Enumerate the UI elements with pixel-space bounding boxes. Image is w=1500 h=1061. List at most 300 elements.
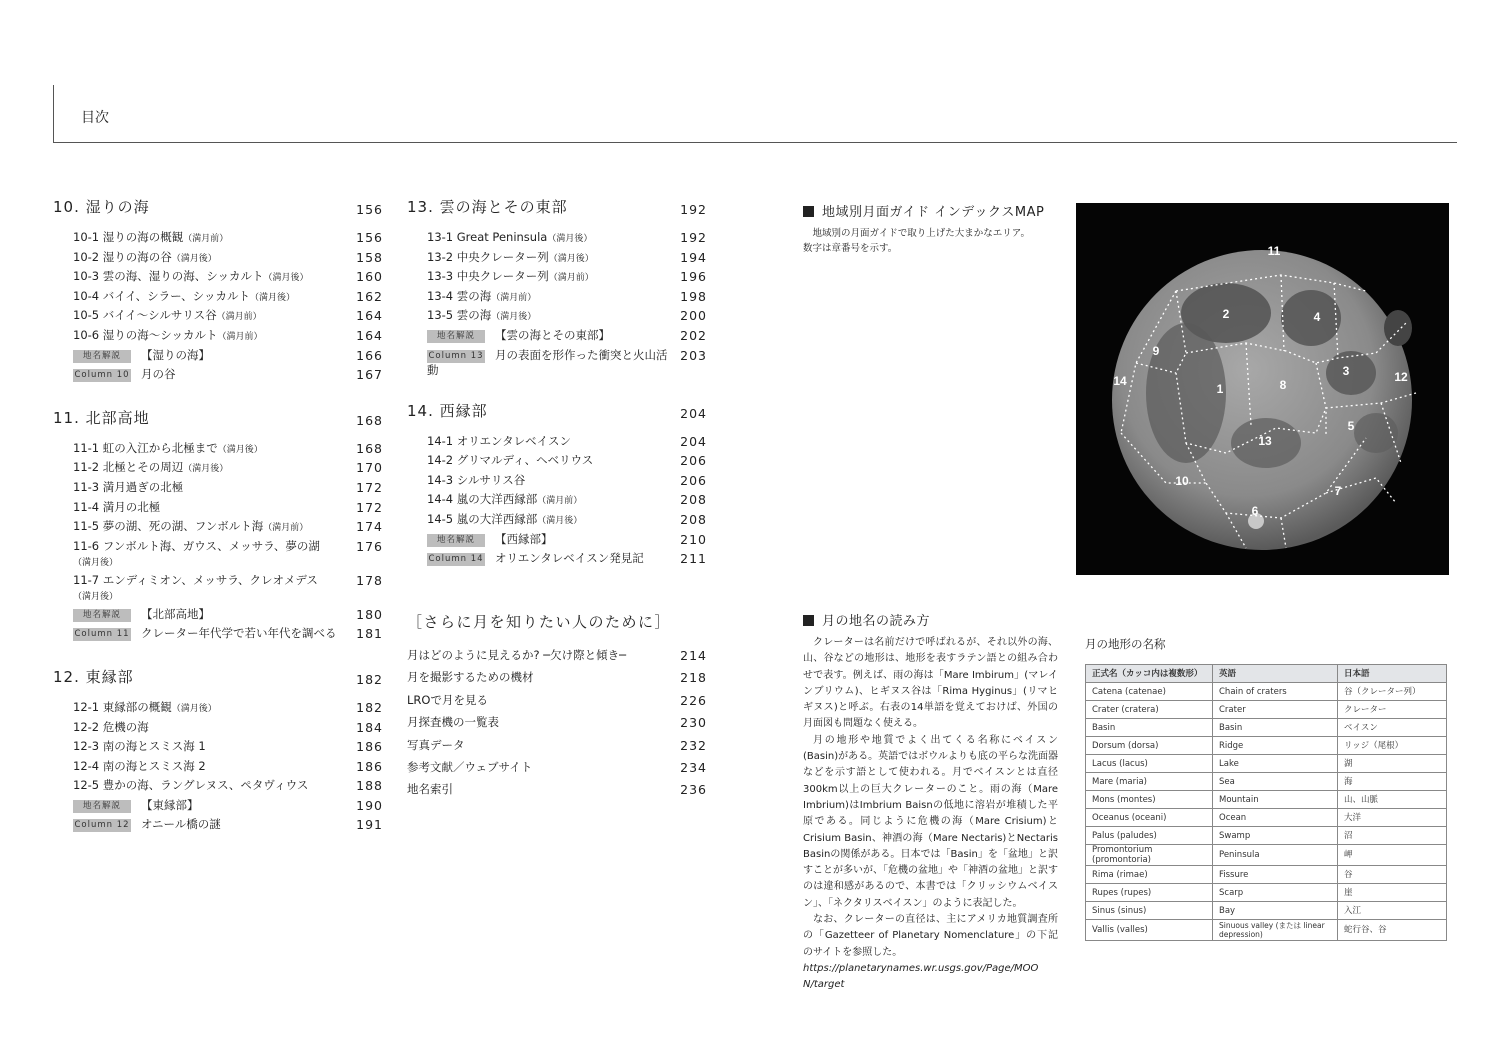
entry-page-number: 164 (356, 327, 383, 343)
entry-page-number: 211 (680, 551, 707, 567)
table-row (1086, 827, 1447, 845)
entry-note: （満月前） (537, 496, 583, 507)
toc-entry[interactable] (407, 248, 707, 268)
entry-page-number: 158 (356, 249, 383, 265)
table-cell: Ridge (1213, 737, 1338, 755)
toc-entry[interactable] (407, 451, 707, 471)
further-reading-entry[interactable] (407, 691, 707, 713)
chapter-page-number: 192 (680, 202, 707, 217)
entry-page-number: 210 (680, 531, 707, 547)
entry-title: 【湿りの海】 (141, 347, 210, 362)
entry-page-number: 186 (356, 739, 383, 755)
entry-note: （満月後） (171, 253, 217, 264)
entry-title-wrap (53, 228, 356, 247)
toc-entry[interactable] (53, 815, 383, 835)
entry-title-wrap (407, 432, 680, 449)
entry-title: 月の谷 (141, 367, 176, 382)
entry-title: 12-5 豊かの海、ラングレヌス、ペタヴィウス (73, 778, 309, 793)
mare-tranquillitatis (1326, 351, 1376, 395)
region-number-label: 3 (1342, 364, 1350, 378)
table-cell: Catena (catenae) (1086, 683, 1213, 701)
table-cell: 谷 (1338, 866, 1447, 884)
entry-note: （満月後） (491, 312, 537, 323)
entry-title: 10-2 湿りの海の谷 (73, 249, 172, 264)
toc-entry[interactable] (53, 439, 383, 459)
entry-title: 10-3 雲の海、湿りの海、シッカルト (73, 269, 264, 284)
entry-tag-label: 地名解説 (73, 350, 131, 363)
region-number-label: 8 (1279, 378, 1287, 392)
entry-tag-label: 地名解説 (73, 800, 131, 813)
entry-page-number: 182 (356, 699, 383, 715)
chapter-page-number: 168 (356, 412, 383, 428)
reading-section-title: 月の地名の読み方 (822, 614, 931, 629)
further-reading-entry[interactable] (407, 713, 707, 735)
entry-title-wrap (53, 815, 356, 832)
entry-title: 10-6 湿りの海〜シッカルト (73, 327, 218, 342)
entry-tag-label: Column 11 (74, 629, 130, 640)
entry-page-number: 164 (356, 308, 383, 324)
entry-note: （満月前） (217, 331, 263, 342)
toc-chapter-heading[interactable] (53, 196, 383, 222)
entry-title-wrap (53, 757, 356, 774)
table-row (1086, 755, 1447, 773)
region-number-label: 4 (1313, 310, 1321, 324)
entry-page-number: 196 (680, 269, 707, 285)
table-row (1086, 809, 1447, 827)
table-header: 日本語 (1338, 665, 1447, 683)
place-name-reading-section (803, 610, 1063, 994)
usgs-url-link[interactable]: https://planetarynames.wr.usgs.gov/Page/MOON/target (803, 962, 1039, 991)
entry-title-wrap (53, 248, 356, 267)
toc-entry[interactable] (407, 228, 707, 248)
index-map-section (803, 201, 1063, 256)
terms-table-title: 月の地形の名称 (1085, 637, 1166, 651)
entry-page-number: 168 (356, 440, 383, 456)
table-cell: Scarp (1213, 884, 1338, 902)
entry-title-wrap (53, 498, 356, 515)
toc-entry[interactable] (53, 478, 383, 498)
table-cell: 崖 (1338, 884, 1447, 902)
region-number-label: 13 (1258, 434, 1272, 448)
entry-title: 14-3 シルサリス谷 (427, 472, 526, 487)
chapter-title: 10. 湿りの海 (53, 198, 150, 216)
entry-title: 10-4 バイイ、シラー、シッカルト (73, 288, 250, 303)
table-cell: Chain of craters (1213, 683, 1338, 701)
table-cell: 湖 (1338, 755, 1447, 773)
entry-page-number: 156 (356, 230, 383, 245)
entry-page-number: 232 (680, 737, 707, 753)
entry-title: クレーター年代学で若い年代を調べる (141, 626, 337, 641)
chapter-title: 14. 西縁部 (407, 401, 488, 420)
toc-entry[interactable] (53, 248, 383, 268)
table-cell: Lacus (lacus) (1086, 755, 1213, 773)
entry-title-wrap (407, 248, 680, 267)
region-number-label: 2 (1222, 307, 1230, 321)
table-header: 正式名（カッコ内は複数形） (1086, 665, 1213, 683)
square-bullet-icon (803, 615, 814, 626)
table-cell: 沼 (1338, 827, 1447, 845)
toc-entry[interactable] (407, 326, 707, 346)
further-reading-entry[interactable] (407, 668, 707, 690)
entry-title: 14-2 グリマルディ、ヘベリウス (427, 453, 594, 468)
table-cell: Bay (1213, 902, 1338, 920)
table-cell: 山、山脈 (1338, 791, 1447, 809)
toc-entry[interactable] (53, 698, 383, 718)
table-cell: Sinus (sinus) (1086, 902, 1213, 920)
toc-entry[interactable] (53, 228, 383, 248)
entry-tag-label: Column 12 (74, 820, 130, 831)
entry-title-wrap (407, 490, 680, 509)
entry-title-wrap (53, 365, 356, 382)
entry-title: 11-7 エンディミオン、メッサラ、クレオメデス (73, 572, 318, 587)
toc-entry[interactable] (53, 737, 383, 757)
toc-chapter-heading[interactable] (53, 666, 383, 692)
entry-title-wrap (407, 549, 680, 566)
square-bullet-icon (803, 206, 814, 217)
mare-serenitatis (1281, 290, 1341, 346)
entry-tag-label: Column 13 (428, 350, 484, 361)
table-cell: 入江 (1338, 902, 1447, 920)
toc-entry[interactable] (407, 346, 707, 378)
entry-tag-label: Column 14 (428, 554, 484, 565)
entry-title: 14-1 オリエンタレベイスン (427, 433, 571, 448)
table-row (1086, 701, 1447, 719)
entry-note: （満月後） (171, 703, 217, 714)
entry-page-number: 192 (680, 230, 707, 245)
entry-title: 12-2 危機の海 (73, 719, 149, 734)
entry-title-wrap (407, 306, 680, 325)
entry-title-wrap (53, 605, 356, 622)
entry-page-number: 166 (356, 347, 383, 363)
terms-table (1085, 664, 1447, 941)
toc-chapter-heading[interactable] (407, 196, 707, 222)
entry-title: 11-6 フンボルト海、ガウス、メッサラ、夢の湖 (73, 538, 320, 553)
entry-page-number: 234 (680, 759, 707, 775)
toc-entry[interactable] (53, 796, 383, 816)
entry-title: 13-1 Great Peninsula (427, 230, 548, 244)
entry-title: 11-4 満月の北極 (73, 499, 161, 514)
entry-title-wrap (407, 346, 680, 378)
further-reading-title: ［さらに月を知りたい人のために］ (407, 613, 672, 631)
entry-page-number: 191 (356, 817, 383, 833)
entry-note: （満月後） (547, 234, 593, 244)
entry-page-number: 186 (356, 758, 383, 774)
entry-tag-label: 地名解説 (427, 330, 485, 343)
table-cell: Crater (cratera) (1086, 701, 1213, 719)
further-reading-entry[interactable] (407, 736, 707, 758)
moon-index-map (1076, 203, 1449, 575)
table-cell: Sea (1213, 773, 1338, 791)
entry-title-wrap (53, 698, 356, 717)
table-cell: Mons (montes) (1086, 791, 1213, 809)
table-cell: 大洋 (1338, 809, 1447, 827)
toc-entry[interactable] (53, 571, 383, 605)
table-cell: Sinuous valley (または linear depression) (1213, 920, 1338, 941)
entry-title: 【北部高地】 (141, 606, 210, 621)
table-row (1086, 884, 1447, 902)
entry-tag-label: 地名解説 (73, 609, 131, 622)
entry-title: 13-4 雲の海 (427, 288, 492, 303)
entry-page-number: 206 (680, 472, 707, 488)
toc-entry[interactable] (53, 537, 383, 571)
toc-chapter-heading[interactable] (407, 400, 707, 426)
entry-title-wrap (407, 287, 680, 306)
entry-page-number: 200 (680, 308, 707, 324)
entry-page-number: 172 (356, 479, 383, 495)
toc-entry[interactable] (407, 471, 707, 491)
chapter-title: 11. 北部高地 (53, 408, 150, 427)
entry-title: 12-1 東縁部の概観 (73, 699, 172, 714)
entry-title: 10-1 湿りの海の概観 (73, 230, 184, 244)
entry-title: 【東縁部】 (141, 797, 199, 812)
region-number-label: 10 (1175, 474, 1189, 488)
entry-note: （満月後） (548, 253, 594, 264)
entry-page-number: 181 (356, 626, 383, 642)
entry-tag-label: 地名解説 (427, 534, 485, 547)
entry-note: （満月後） (73, 557, 119, 568)
reading-paragraph: 月の地形や地質でよく出てくる名称にベイスン(Basin)がある。英語ではボウルよりも底の平らな洗面器などを示す語として使われる。月でベイスンとは直径300km以上の巨大クレーターのこと。雨の海（Mare Imbrium)はImbrium Baisnの低地に溶岩が堆積した平原である。同じように危機の海（Mare Crisium)とCrisium Basin、神酒の海（Mare Nectaris)とNectaris Basinの関係がある。日本では「Basin」を「盆地」と訳すことが多いが、「危機の盆地」や「神酒の盆地」と訳すのは違和感があるので、本書では「クリッシウムベイスン」、「ネクタリスベイスン」のように表記した。 (803, 734, 1058, 909)
table-cell: Ocean (1213, 809, 1338, 827)
toc-entry[interactable] (407, 530, 707, 550)
further-reading-entry[interactable] (407, 780, 707, 802)
toc-entry[interactable] (53, 624, 383, 644)
further-reading-entry[interactable] (407, 646, 707, 668)
toc-chapter-heading[interactable] (53, 407, 383, 433)
region-number-label: 9 (1152, 344, 1160, 358)
map-section-title: 地域別月面ガイド インデックスMAP (822, 205, 1045, 220)
entry-title-wrap (53, 796, 356, 813)
entry-title: 月はどのように見えるか? ─欠け際と傾き─ (407, 648, 627, 662)
table-cell: Vallis (valles) (1086, 920, 1213, 941)
toc-entry[interactable] (53, 287, 383, 307)
entry-title: 写真データ (407, 737, 465, 752)
table-cell: Peninsula (1213, 845, 1338, 866)
reading-paragraph: なお、クレーターの直径は、主にアメリカ地質調査所の「Gazetteer of Planetary Nomenclature」の下記のサイトを参照した。 (803, 914, 1058, 958)
entry-page-number: 208 (680, 511, 707, 527)
toc-chapter-group (53, 407, 383, 644)
entry-page-number: 208 (680, 492, 707, 508)
entry-note: （満月後） (537, 515, 583, 526)
table-cell: Basin (1213, 719, 1338, 737)
entry-title: 13-3 中央クレーター列 (427, 269, 549, 284)
entry-title: 13-5 雲の海 (427, 308, 492, 323)
entry-title-wrap (53, 571, 356, 605)
entry-title-wrap (53, 326, 356, 345)
entry-page-number: 174 (356, 519, 383, 535)
toc-entry[interactable] (407, 490, 707, 510)
entry-note: （満月前） (263, 523, 309, 534)
table-cell: Swamp (1213, 827, 1338, 845)
entry-note: （満月前） (216, 312, 262, 323)
entry-title-wrap (407, 267, 680, 286)
region-number-label: 1 (1216, 382, 1224, 396)
region-number-label: 11 (1267, 244, 1281, 258)
entry-page-number: 170 (356, 460, 383, 476)
entry-title-wrap (53, 478, 356, 495)
region-number-label: 7 (1334, 484, 1342, 498)
entry-title-wrap (53, 458, 356, 477)
terms-table-section (1085, 636, 1447, 941)
entry-page-number: 203 (680, 347, 707, 363)
table-cell: Rupes (rupes) (1086, 884, 1213, 902)
entry-page-number: 190 (356, 797, 383, 813)
entry-title: 10-5 バイイ〜シルサリス谷 (73, 308, 217, 323)
region-number-label: 14 (1113, 374, 1127, 388)
entry-page-number: 160 (356, 269, 383, 285)
chapter-page-number: 156 (356, 202, 383, 217)
entry-page-number: 226 (680, 692, 707, 708)
toc-chapter-group (407, 400, 707, 569)
toc-entry[interactable] (53, 267, 383, 287)
entry-title: 【西縁部】 (495, 531, 553, 546)
toc-entry[interactable] (53, 757, 383, 777)
table-row (1086, 683, 1447, 701)
table-cell: Basin (1086, 719, 1213, 737)
toc-entry[interactable] (53, 776, 383, 796)
toc-entry[interactable] (407, 267, 707, 287)
toc-entry[interactable] (53, 365, 383, 385)
further-reading-entry[interactable] (407, 758, 707, 780)
table-cell: リッジ（尾根） (1338, 737, 1447, 755)
entry-page-number: 180 (356, 606, 383, 622)
chapter-title: 12. 東縁部 (53, 667, 134, 686)
toc-chapter-group (53, 666, 383, 835)
entry-note: （満月後） (183, 464, 229, 475)
table-row (1086, 737, 1447, 755)
toc-header (53, 85, 1457, 143)
further-reading-section (407, 611, 707, 803)
entry-title-wrap (53, 346, 356, 363)
entry-note: （満月後） (73, 591, 119, 602)
region-number-label: 5 (1347, 419, 1355, 433)
chapter-page-number: 204 (680, 405, 707, 421)
entry-title: 13-2 中央クレーター列 (427, 249, 549, 264)
page-title: 目次 (81, 110, 109, 126)
entry-page-number: 218 (680, 670, 707, 686)
entry-note: （満月後） (263, 273, 309, 284)
table-cell: Crater (1213, 701, 1338, 719)
entry-title: 月探査機の一覧表 (407, 715, 499, 730)
entry-title-wrap (407, 228, 680, 247)
entry-title: 14-4 嵐の大洋西縁部 (427, 492, 538, 507)
table-cell: ベイスン (1338, 719, 1447, 737)
entry-page-number: 206 (680, 453, 707, 469)
table-row (1086, 773, 1447, 791)
toc-entry[interactable] (407, 306, 707, 326)
table-row (1086, 845, 1447, 866)
table-cell: 蛇行谷、谷 (1338, 920, 1447, 941)
region-number-label: 12 (1394, 370, 1408, 384)
entry-page-number: 236 (680, 782, 707, 798)
entry-note: （満月前） (491, 292, 537, 303)
entry-page-number: 198 (680, 288, 707, 304)
entry-page-number: 230 (680, 715, 707, 731)
entry-title-wrap (407, 471, 680, 488)
entry-page-number: 214 (680, 648, 707, 663)
chapter-title: 13. 雲の海とその東部 (407, 198, 568, 216)
entry-title-wrap (53, 776, 356, 793)
table-row (1086, 920, 1447, 941)
entry-title: 月を撮影するための機材 (407, 670, 534, 685)
toc-entry[interactable] (407, 510, 707, 530)
entry-note: （満月後） (249, 292, 295, 303)
entry-page-number: 167 (356, 367, 383, 383)
table-row (1086, 791, 1447, 809)
entry-title-wrap (53, 537, 356, 571)
toc-entry[interactable] (53, 306, 383, 326)
table-cell: 海 (1338, 773, 1447, 791)
table-cell: クレーター (1338, 701, 1447, 719)
table-row (1086, 866, 1447, 884)
entry-title-wrap (53, 267, 356, 286)
toc-entry[interactable] (53, 517, 383, 537)
map-caption-line1: 地域別の月面ガイドで取り上げた大まかなエリア。 (812, 228, 1030, 239)
entry-note: （満月前） (548, 273, 594, 284)
table-cell: Promontorium (promontoria) (1086, 845, 1213, 866)
entry-title: 11-5 夢の湖、死の湖、フンボルト海 (73, 519, 264, 534)
entry-title-wrap (53, 439, 356, 458)
entry-title-wrap (53, 306, 356, 325)
entry-title: 14-5 嵐の大洋西縁部 (427, 511, 538, 526)
toc-entry[interactable] (53, 605, 383, 625)
table-cell: Rima (rimae) (1086, 866, 1213, 884)
entry-title-wrap (53, 287, 356, 306)
entry-title-wrap (53, 718, 356, 735)
entry-title: 12-3 南の海とスミス海 1 (73, 739, 206, 754)
toc-entry[interactable] (407, 432, 707, 452)
entry-title-wrap (407, 451, 680, 468)
table-cell: 岬 (1338, 845, 1447, 866)
table-cell: Oceanus (oceani) (1086, 809, 1213, 827)
toc-entry[interactable] (407, 549, 707, 569)
table-cell: Palus (paludes) (1086, 827, 1213, 845)
toc-entry[interactable] (407, 287, 707, 307)
entry-page-number: 162 (356, 288, 383, 304)
table-cell: Mountain (1213, 791, 1338, 809)
reading-paragraph: クレーターは名前だけで呼ばれるが、それ以外の海、山、谷などの地形は、地形を表すラテン語との組み合わせで表す。例えば、雨の海は「Mare Imbirum」(マレインブリウム)、ヒギヌス谷は「Rima Hyginus」(リマヒギヌス)と呼ぶ。右表の14単語を覚えておけば、外国の月面図も問題なく使える。 (803, 637, 1058, 730)
entry-note: （満月後） (217, 444, 263, 455)
table-cell: 谷（クレーター列） (1338, 683, 1447, 701)
toc-column-left (53, 196, 383, 857)
toc-entry[interactable] (53, 326, 383, 346)
entry-page-number: 172 (356, 499, 383, 515)
toc-chapter-group (53, 196, 383, 385)
mare-crisium (1384, 310, 1412, 346)
entry-page-number: 204 (680, 433, 707, 449)
entry-title: LROで月を見る (407, 692, 488, 707)
entry-title: 11-3 満月過ぎの北極 (73, 479, 184, 494)
entry-page-number: 178 (356, 572, 383, 588)
toc-entry[interactable] (53, 498, 383, 518)
entry-page-number: 188 (356, 778, 383, 794)
chapter-page-number: 182 (356, 671, 383, 687)
entry-title: 参考文献／ウェブサイト (407, 759, 533, 774)
table-header: 英語 (1213, 665, 1338, 683)
toc-entry[interactable] (53, 458, 383, 478)
entry-title: 11-2 北極とその周辺 (73, 460, 184, 475)
entry-title: 12-4 南の海とスミス海 2 (73, 758, 206, 773)
entry-title-wrap (407, 510, 680, 529)
entry-page-number: 176 (356, 538, 383, 554)
table-cell: Fissure (1213, 866, 1338, 884)
entry-title: オニール橋の謎 (141, 817, 221, 832)
toc-entry[interactable] (53, 346, 383, 366)
entry-page-number: 184 (356, 719, 383, 735)
toc-column-middle (407, 196, 707, 591)
entry-title-wrap (407, 530, 680, 547)
entry-title: 月の表面を形作った衝突と火山活動 (427, 347, 668, 377)
toc-entry[interactable] (53, 718, 383, 738)
